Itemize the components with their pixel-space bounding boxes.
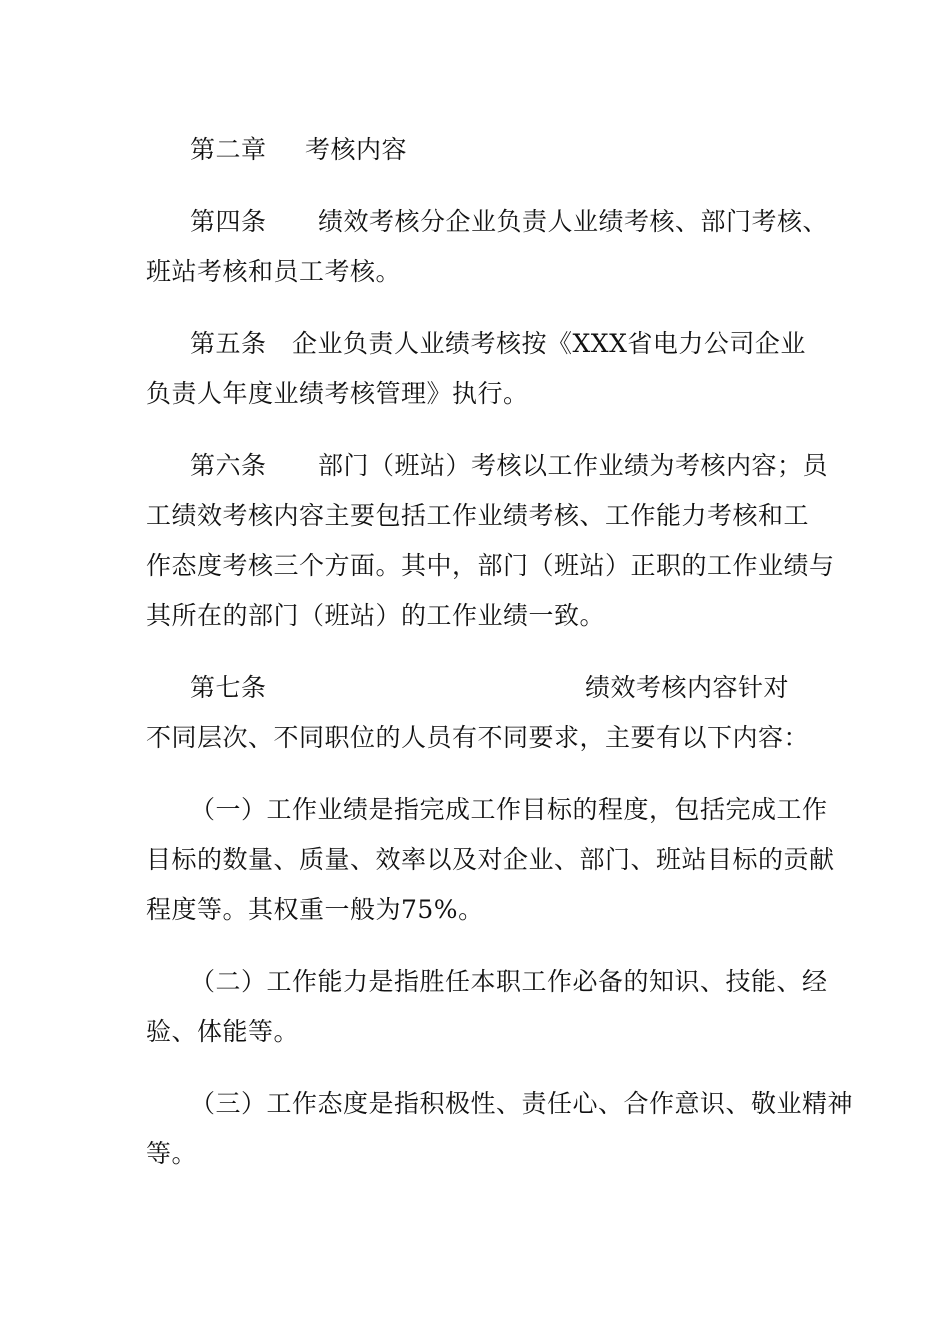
item-2-line-1: （二）工作能力是指胜任本职工作必备的知识、技能、经 xyxy=(190,967,828,996)
item-2-line-2: 验、体能等。 xyxy=(146,1017,300,1046)
article-7-label: 第七条 xyxy=(190,673,267,702)
article-6-line-3: 作态度考核三个方面。其中，部门（班站）正职的工作业绩与 xyxy=(146,551,835,580)
article-5-line-1: 企业负责人业绩考核按《XXX省电力公司企业 xyxy=(292,329,806,358)
article-4-label: 第四条 xyxy=(190,207,267,236)
item-1-line-3: 程度等。其权重一般为75%。 xyxy=(146,895,484,924)
item-1-line-1: （一）工作业绩是指完成工作目标的程度，包括完成工作 xyxy=(190,795,828,824)
article-5-line-2: 负责人年度业绩考核管理》执行。 xyxy=(146,379,529,408)
item-3-line-2: 等。 xyxy=(146,1139,198,1168)
article-4-line-2: 班站考核和员工考核。 xyxy=(146,257,402,286)
article-6-line-4: 其所在的部门（班站）的工作业绩一致。 xyxy=(146,601,606,630)
article-7-line-2: 不同层次、不同职位的人员有不同要求，主要有以下内容： xyxy=(146,723,810,752)
article-7-line-1: 绩效考核内容针对 xyxy=(585,673,790,702)
article-5-label: 第五条 xyxy=(190,329,267,358)
item-1-line-2: 目标的数量、质量、效率以及对企业、部门、班站目标的贡献 xyxy=(146,845,835,874)
article-4-line-1: 绩效考核分企业负责人业绩考核、部门考核、 xyxy=(318,207,829,236)
article-6-line-2: 工绩效考核内容主要包括工作业绩考核、工作能力考核和工 xyxy=(146,501,810,530)
item-3-line-1: （三）工作态度是指积极性、责任心、合作意识、敬业精神 xyxy=(190,1089,854,1118)
chapter-title: 考核内容 xyxy=(305,135,408,164)
article-6-line-1: 部门（班站）考核以工作业绩为考核内容；员 xyxy=(318,451,829,480)
article-6-label: 第六条 xyxy=(190,451,267,480)
chapter-label: 第二章 xyxy=(190,135,267,164)
